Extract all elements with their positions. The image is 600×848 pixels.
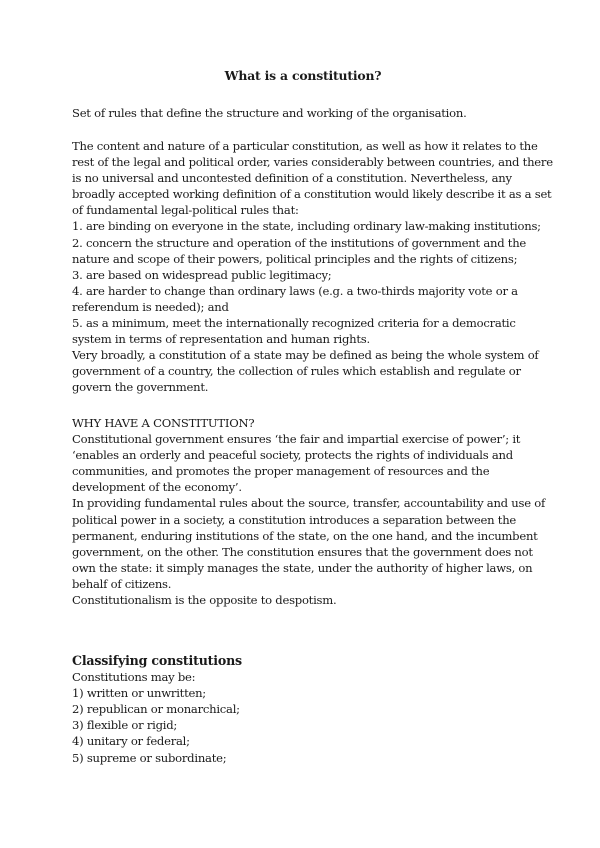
- section-heading: Classifying constitutions: [72, 653, 242, 668]
- list-item: 2) republican or monarchical;: [72, 702, 240, 717]
- text-line: broadly accepted working definition of a constitution would likely describe it as a set: [72, 187, 552, 202]
- text-line: is no universal and uncontested definition of a constitution. Nevertheless, any: [72, 171, 512, 186]
- list-item: 4) unitary or federal;: [72, 734, 190, 749]
- definition-paragraph: [72, 105, 534, 121]
- list-item: 5. as a minimum, meet the internationally recognized criteria for a democratic: [72, 316, 516, 331]
- text-line: development of the economy’.: [72, 480, 242, 495]
- text-line: permanent, enduring institutions of the state, on the one hand, and the incumbent: [72, 528, 538, 543]
- page-title: What is a constitution?: [224, 68, 382, 83]
- text-line: own the state: it simply manages the state, under the authority of higher laws, on: [72, 560, 533, 575]
- list-item: system in terms of representation and human rights.: [72, 332, 370, 347]
- text-line: rest of the legal and political order, varies considerably between countries, and there: [72, 155, 553, 170]
- text-line: Very broadly, a constitution of a state may be defined as being the whole system of: [72, 348, 539, 363]
- list-item: 3. are based on widespread public legitimacy;: [72, 267, 332, 282]
- list-item: 3) flexible or rigid;: [72, 718, 178, 733]
- text-line: Constitutions may be:: [72, 670, 196, 685]
- list-item: referendum is needed); and: [72, 299, 229, 314]
- text-line: behalf of citizens.: [72, 576, 172, 591]
- list-item: 5) supreme or subordinate;: [72, 750, 227, 765]
- text-line: govern the government.: [72, 380, 209, 395]
- text-line: Constitutional government ensures ‘the fair and impartial exercise of power’; it: [72, 432, 521, 447]
- text-line: In providing fundamental rules about the source, transfer, accountability and use of: [72, 496, 546, 511]
- list-item: 1. are binding on everyone in the state, including ordinary law-making institutions;: [72, 219, 541, 234]
- section-heading: WHY HAVE A CONSTITUTION?: [72, 416, 255, 430]
- text-line: of fundamental legal-political rules that:: [72, 203, 299, 218]
- text-line: Constitutionalism is the opposite to despotism.: [72, 593, 337, 608]
- text-line: communities, and promotes the proper management of resources and the: [72, 464, 490, 479]
- text-line: ‘enables an orderly and peaceful society, protects the rights of individuals and: [72, 448, 513, 463]
- text-line: government of a country, the collection of rules which establish and regulate or: [72, 364, 521, 379]
- list-item: nature and scope of their powers, political principles and the rights of citizens;: [72, 251, 518, 266]
- text-line: government, on the other. The constitution ensures that the government does not: [72, 544, 533, 559]
- list-item: 4. are harder to change than ordinary laws (e.g. a two-thirds majority vote or a: [72, 283, 518, 298]
- text-line: The content and nature of a particular constitution, as well as how it relates to the: [72, 139, 538, 153]
- classifying-section: [72, 653, 534, 766]
- text-line: political power in a society, a constitution introduces a separation between the: [72, 512, 517, 527]
- definition-line: Set of rules that define the structure and working of the organisation.: [72, 106, 467, 120]
- list-item: 2. concern the structure and operation of the institutions of government and the: [72, 235, 527, 250]
- intro-section: [72, 138, 553, 396]
- why-section: [72, 415, 546, 608]
- list-item: 1) written or unwritten;: [72, 686, 206, 701]
